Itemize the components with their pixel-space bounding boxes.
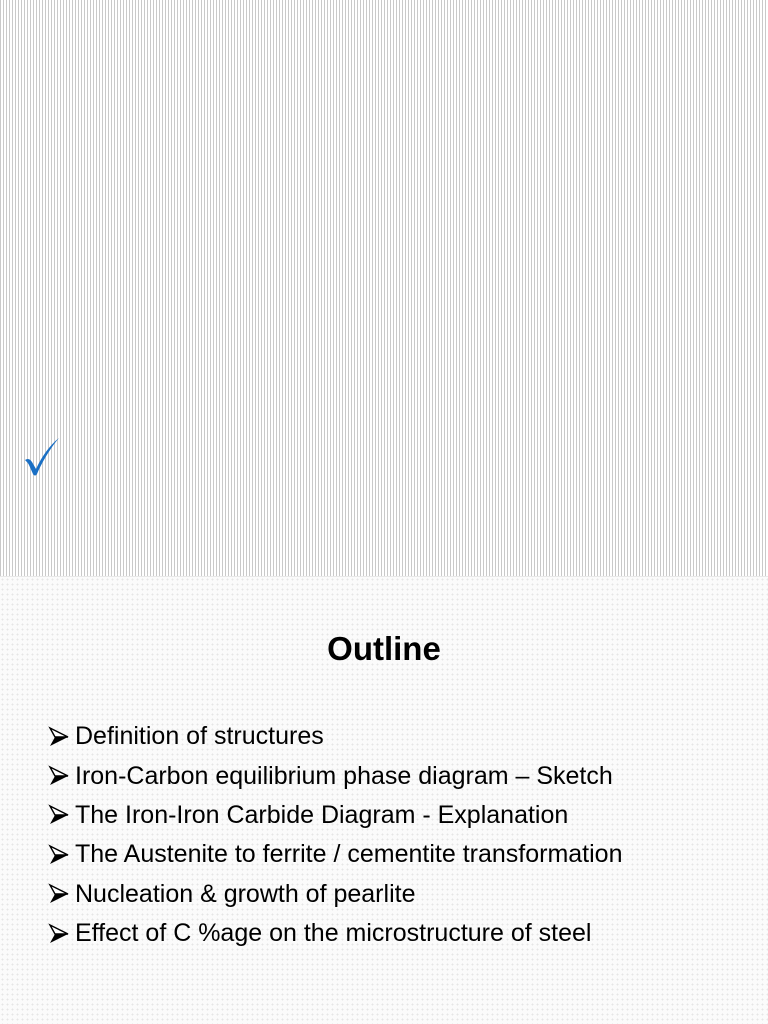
list-item-text: Effect of C %age on the microstructure of steel: [75, 919, 592, 948]
list-item: [48, 796, 623, 835]
slide-title: Outline: [327, 630, 441, 667]
arrowhead-bullet-icon: [48, 844, 70, 866]
list-item-text: Definition of structures: [75, 722, 324, 751]
arrowhead-bullet-icon: [48, 765, 70, 787]
list-item: [48, 914, 623, 953]
arrowhead-bullet-icon: [48, 726, 70, 748]
list-item-text: The Iron-Iron Carbide Diagram - Explanation: [75, 800, 569, 829]
list-item-text: Nucleation & growth of pearlite: [75, 879, 416, 908]
list-item-text: Iron-Carbon equilibrium phase diagram – Sketch: [75, 761, 613, 790]
arrowhead-bullet-icon: [48, 923, 70, 945]
list-item-text: The Austenite to ferrite / cementite transformation: [75, 840, 623, 869]
list-item: [48, 717, 623, 756]
outline-bullet-list: [48, 717, 623, 953]
arrowhead-bullet-icon: [48, 804, 70, 826]
checkmark-icon: [22, 436, 62, 478]
arrowhead-bullet-icon: [48, 883, 70, 905]
outline-slide: [0, 576, 768, 1024]
list-item: [48, 756, 623, 795]
list-item: [48, 875, 623, 914]
list-item: [48, 835, 623, 874]
